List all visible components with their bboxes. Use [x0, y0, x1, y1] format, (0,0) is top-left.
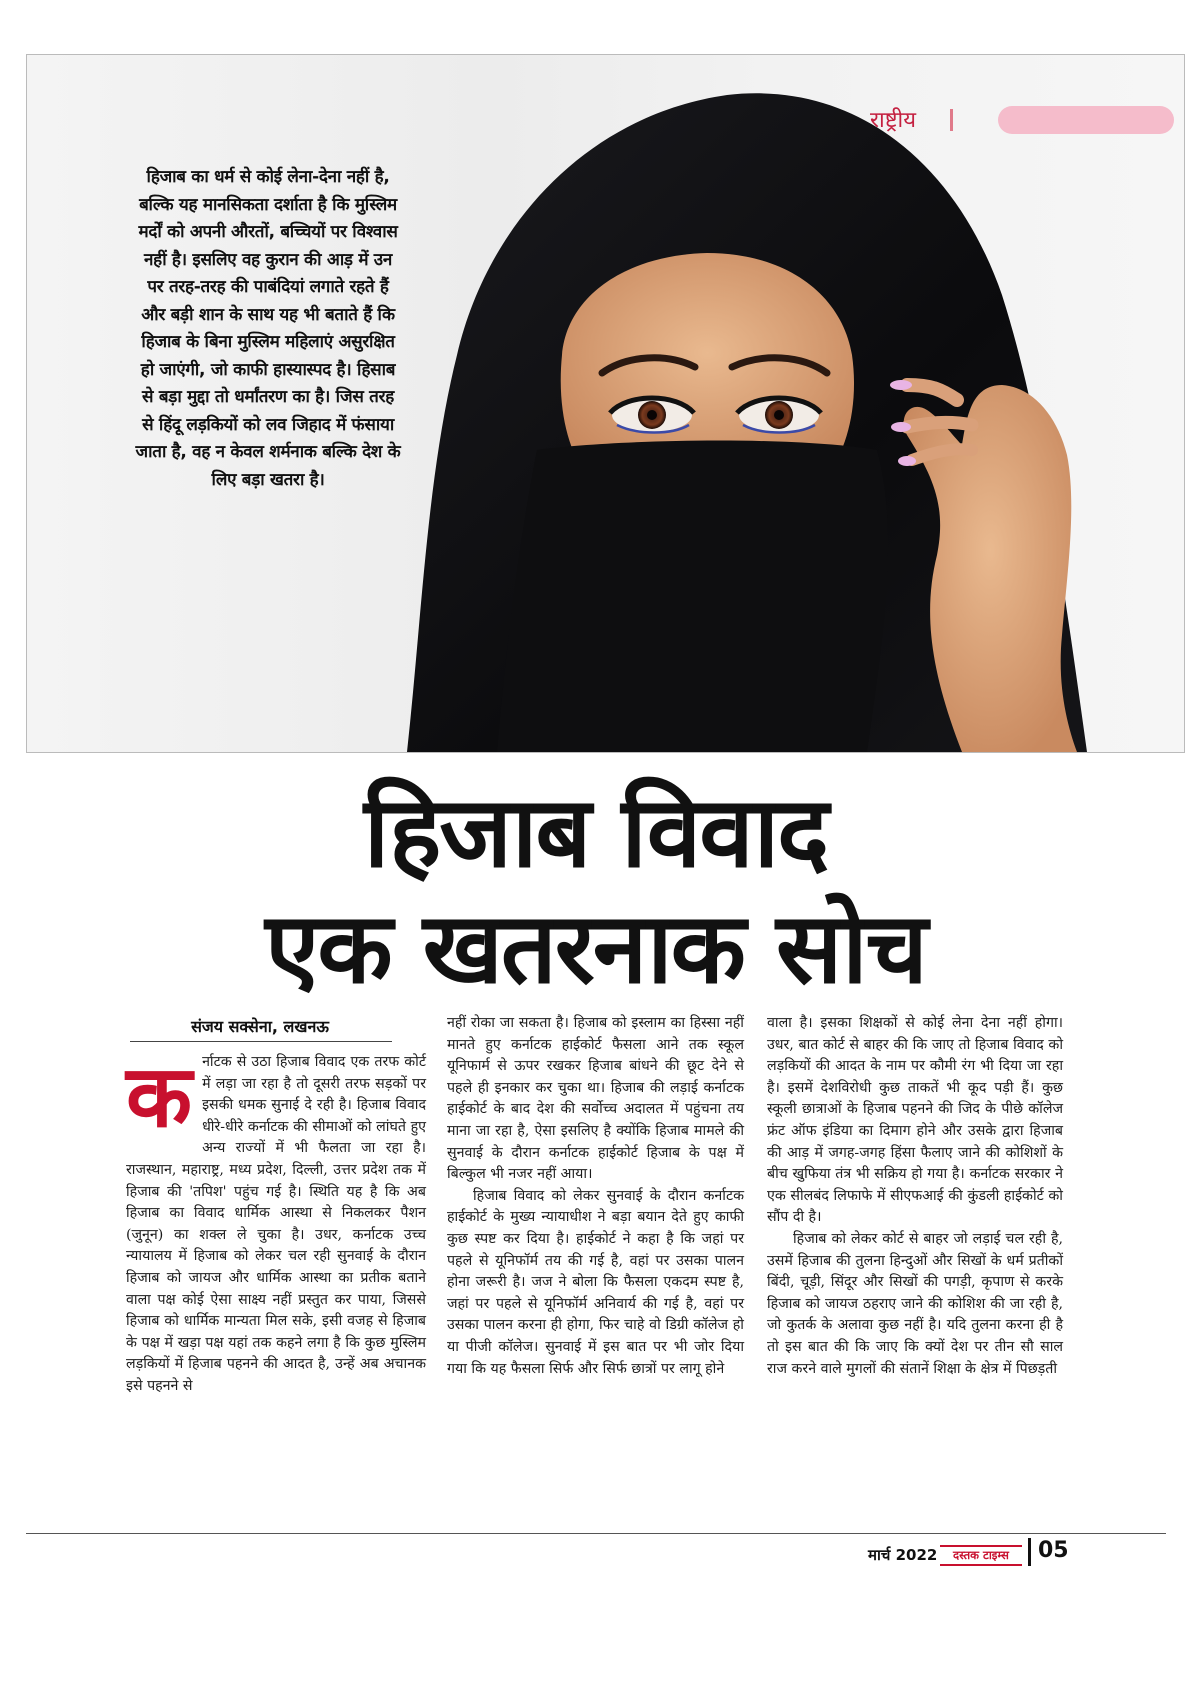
- section-pill: [998, 106, 1174, 134]
- article-text: र्नाटक से उठा हिजाब विवाद एक तरफ कोर्ट में लड़ा जा रहा है तो दूसरी तरफ सड़कों पर इसकी धमक सुनाई दे रही है। हिजाब विवाद धीरे-धीरे कर्नाटक की सीमाओं को लांघते हुए अन्य राज्यों में भी फैलता जा रहा है। राजस्थान, महाराष्ट्र, मध्य प्रदेश, दिल्ली, उत्तर प्रदेश तक में हिजाब की 'तपिश' पहुंच गई है। स्थिति यह है कि अब हिजाब का विवाद धार्मिक आस्था से निकलकर पैशन (जुनून) का शक्ल ले चुका है। उधर, कर्नाटक उच्च न्यायालय में हिजाब को लेकर चल रही सुनवाई के दौरान हिजाब को जायज और धार्मिक आस्था का प्रतीक बताने वाला पक्ष कोई ऐसा साक्ष्य नहीं प्रस्तुत कर पाया, जिससे हिजाब को धार्मिक मान्यता मिल सके, इसी वजह से हिजाब के पक्ष में खड़ा पक्ष यहां तक कहने लगा है कि कुछ मुस्लिम लड़कियों में हिजाब पहनने की आदत है, उन्हें अब अचानक इसे पहनने से: [126, 1054, 426, 1394]
- article-paragraph: वाला है। इसका शिक्षकों से कोई लेना देना नहीं होगा। उधर, बात कोर्ट से बाहर की कि जाए तो हिजाब विवाद को लड़कियों की आदत के नाम पर कौमी रंग भी दिया जा रहा है। इसमें देशविरोधी कुछ ताकतें भी कूद पड़ी हैं। कुछ स्कूली छात्राओं के हिजाब पहनने की जिद के पीछे कॉलेज फ्रंट ऑफ इंडिया का दिमाग होने और उसके द्वारा हिजाब की आड़ में जगह-जगह हिंसा फैलाए जाने की कोशिशों के बीच खुफिया तंत्र भी सक्रिय हो गया है। कर्नाटक सरकार ने एक सीलबंद लिफाफे में सीएफआई की कुंडली हाईकोर्ट को सौंप दी है।: [767, 1015, 1063, 1226]
- footer-bar: [1028, 1538, 1031, 1566]
- page-number: 05: [1038, 1538, 1069, 1563]
- article-column-1: [126, 1046, 426, 1398]
- section-divider: [950, 109, 953, 131]
- drop-cap: क: [126, 1046, 193, 1147]
- article-paragraph: हिजाब को लेकर कोर्ट से बाहर जो लड़ाई चल रही है, उसमें हिजाब की तुलना हिन्दुओं और सिखों के धर्म प्रतीकों बिंदी, चूड़ी, सिंदूर और सिखों की पगड़ी, कृपाण से करके हिजाब को जायज ठहराए जाने की कोशिश की जा रही है, जो कुतर्क के अलावा कुछ नहीं है। यदि तुलना करना ही है तो इस बात की कि जाए कि क्यों देश पर तीन सौ साल राज करने वाले मुगलों की संतानें शिक्षा के क्षेत्र में पिछड़ती: [767, 1230, 1063, 1377]
- article-paragraph: [126, 1046, 426, 1398]
- pull-quote: हिजाब का धर्म से कोई लेना-देना नहीं है, बल्कि यह मानसिकता दर्शाता है कि मुस्लिम मर्दों को अपनी औरतों, बच्चियों पर विश्वास नहीं है। इसलिए वह कुरान की आड़ में उन पर तरह-तरह की पाबंदियां लगाते रहते हैं और बड़ी शान के साथ यह भी बताते हैं कि हिजाब के बिना मुस्लिम महिलाएं असुरक्षित हो जाएंगी, जो काफी हास्यास्पद है। हिसाब से बड़ा मुद्दा तो धर्मांतरण का है। जिस तरह से हिंदू लड़कियों को लव जिहाद में फंसाया जाता है, वह न केवल शर्मनाक बल्कि देश के लिए बड़ा खतरा है।: [135, 167, 401, 490]
- footer-date: मार्च 2022: [868, 1546, 938, 1564]
- publication-logo: दस्तक टाइम्स: [940, 1545, 1022, 1566]
- byline-rule: [130, 1041, 392, 1042]
- byline: संजय सक्सेना, लखनऊ: [191, 1017, 329, 1036]
- footer-rule: [26, 1533, 1166, 1534]
- article-paragraph: हिजाब विवाद को लेकर सुनवाई के दौरान कर्नाटक हाईकोर्ट के मुख्य न्यायाधीश ने बड़ा बयान देते हुए काफी कुछ स्पष्ट कर दिया है। हाईकोर्ट ने कहा है कि जहां पर पहले से यूनिफॉर्म तय की गई है, वहां पर उसका पालन होना जरूरी है। जज ने बोला कि फैसला एकदम स्पष्ट है, जहां पर पहले से यूनिफॉर्म अनिवार्य की गई है, वहां पर उसका पालन करना ही होगा, फिर चाहे वो डिग्री कॉलेज हो या पीजी कॉलेज। सुनवाई में इस बात पर भी जोर दिया गया कि यह फैसला सिर्फ और सिर्फ छात्रों पर लागू होने: [447, 1187, 744, 1377]
- headline-line-2: एक खतरनाक सोच: [265, 892, 926, 1006]
- article-column-3: [767, 1013, 1063, 1380]
- headline-line-1: हिजाब विवाद: [363, 776, 828, 890]
- article-column-2: [447, 1013, 744, 1380]
- section-label: राष्ट्रीय: [870, 108, 917, 133]
- article-paragraph: नहीं रोका जा सकता है। हिजाब को इस्लाम का हिस्सा नहीं मानते हुए कर्नाटक हाईकोर्ट फैसला आने तक स्कूल यूनिफार्म से ऊपर रखकर हिजाब बांधने की छूट देने से पहले ही इनकार कर चुका था। हिजाब की लड़ाई कर्नाटक हाईकोर्ट के बाद देश की सर्वोच्च अदालत में पहुंचना तय माना जा रहा है, ऐसा इसलिए है क्योंकि हिजाब मामले की सुनवाई के दौरान कर्नाटक हाईकोर्ट हिजाब के पक्ष में बिल्कुल भी नजर नहीं आया।: [447, 1015, 744, 1183]
